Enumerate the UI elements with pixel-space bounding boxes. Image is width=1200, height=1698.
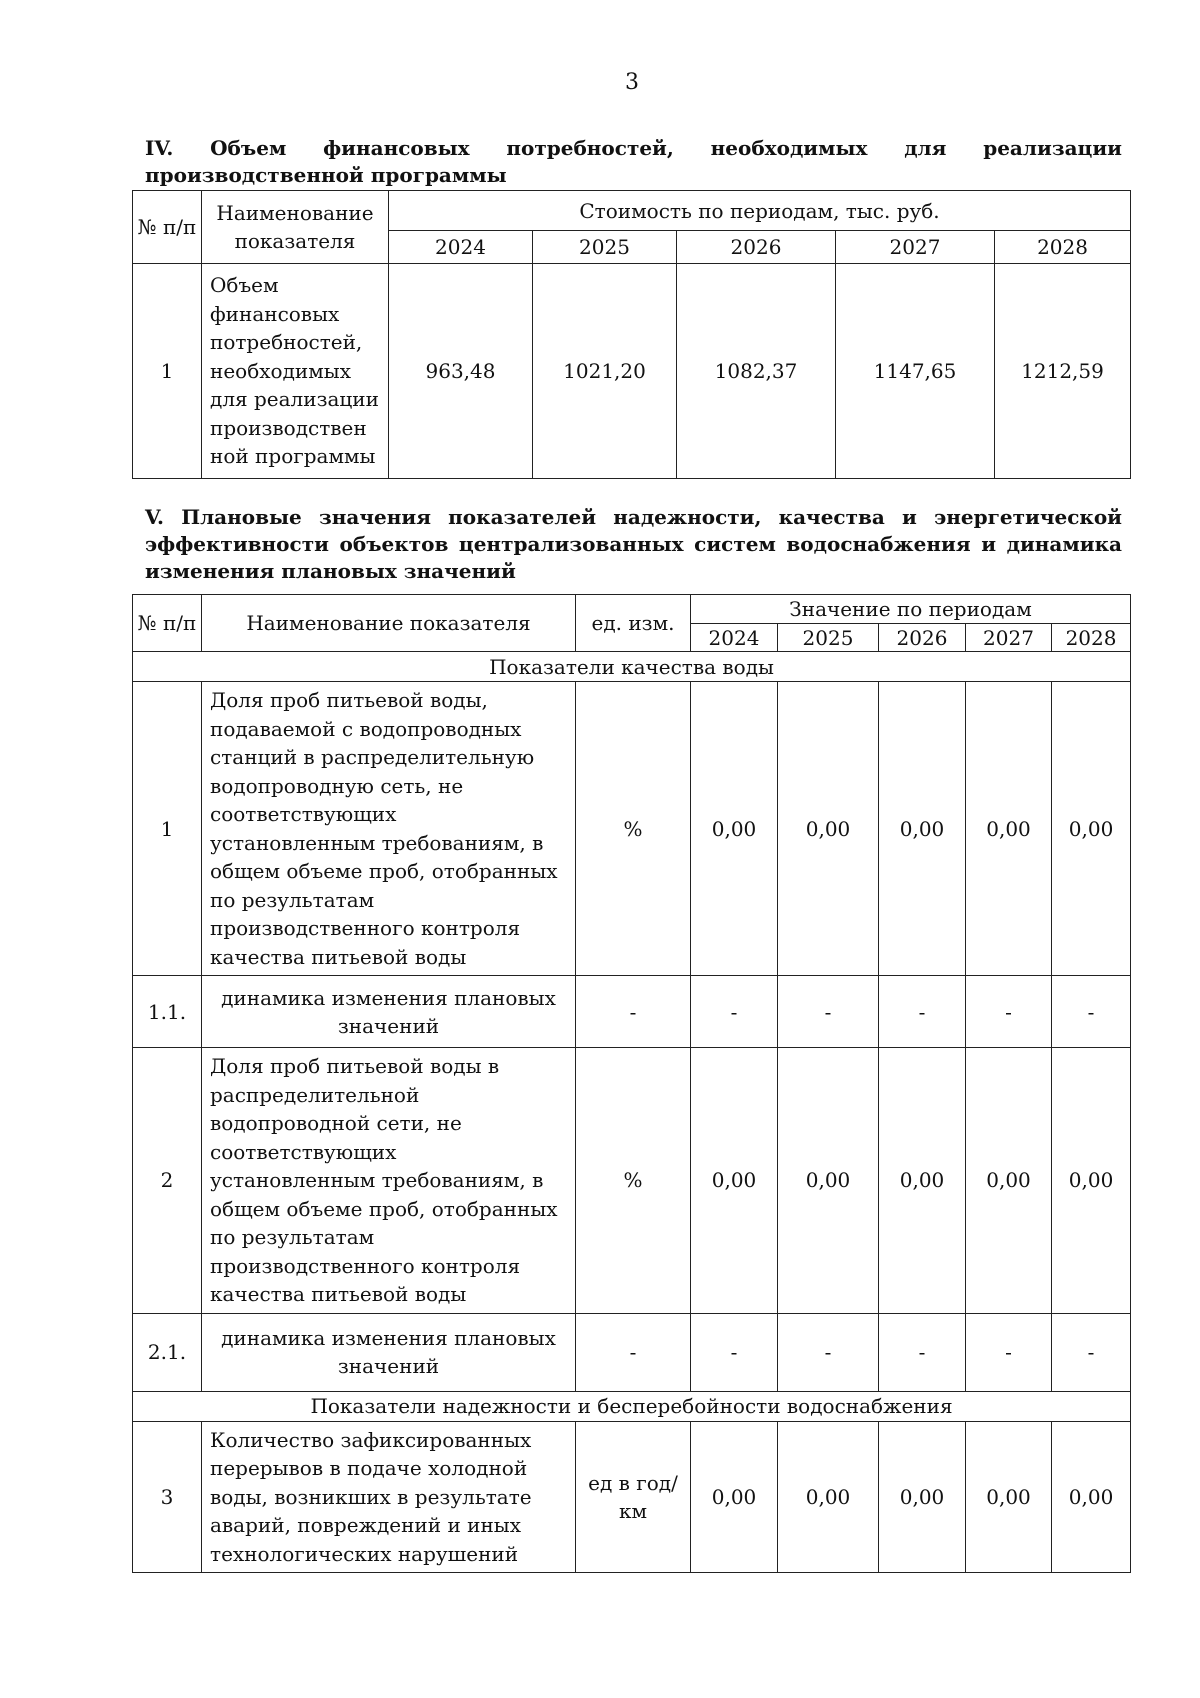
group-title-quality: Показатели качества воды bbox=[133, 652, 1131, 682]
row-num: 3 bbox=[133, 1421, 202, 1573]
row-value: - bbox=[778, 976, 879, 1048]
row-value: 0,00 bbox=[691, 682, 778, 976]
row-num: 1.1. bbox=[133, 976, 202, 1048]
row-value: 0,00 bbox=[1052, 682, 1131, 976]
group-row bbox=[133, 1391, 1131, 1421]
row-value: - bbox=[966, 1313, 1052, 1391]
section-5-title: V. Плановые значения показателей надежности, качества и энергетической эффективности объектов централизованных систем водоснабжения и динамика изменения плановых значений bbox=[145, 505, 1122, 583]
row-num: 2.1. bbox=[133, 1313, 202, 1391]
row-value: 0,00 bbox=[691, 1048, 778, 1314]
row-value: - bbox=[691, 1313, 778, 1391]
row-value: - bbox=[1052, 1313, 1131, 1391]
header-values: Значение по периодам bbox=[691, 595, 1131, 624]
row-value: - bbox=[966, 976, 1052, 1048]
row-num: 1 bbox=[133, 264, 202, 479]
header-year: 2028 bbox=[995, 231, 1131, 264]
table-row bbox=[133, 1313, 1131, 1391]
row-value: - bbox=[879, 1313, 966, 1391]
header-year: 2025 bbox=[533, 231, 677, 264]
row-num: 1 bbox=[133, 682, 202, 976]
row-value: - bbox=[691, 976, 778, 1048]
row-unit: % bbox=[576, 1048, 691, 1314]
row-value: 0,00 bbox=[966, 682, 1052, 976]
row-value: 0,00 bbox=[879, 682, 966, 976]
row-name: динамика изменения плановых значений bbox=[202, 1313, 576, 1391]
table-row bbox=[133, 264, 1131, 479]
header-year: 2028 bbox=[1052, 624, 1131, 652]
row-unit: ед в год/ км bbox=[576, 1421, 691, 1573]
row-value: 0,00 bbox=[778, 1048, 879, 1314]
row-unit: - bbox=[576, 1313, 691, 1391]
row-value: 0,00 bbox=[1052, 1048, 1131, 1314]
row-unit: - bbox=[576, 976, 691, 1048]
header-num: № п/п bbox=[133, 595, 202, 652]
row-name: динамика изменения плановых значений bbox=[202, 976, 576, 1048]
header-year: 2026 bbox=[879, 624, 966, 652]
header-num: № п/п bbox=[133, 191, 202, 264]
row-value: - bbox=[778, 1313, 879, 1391]
row-value: 1021,20 bbox=[533, 264, 677, 479]
indicators-table bbox=[132, 594, 1131, 1573]
financial-needs-table bbox=[132, 190, 1131, 479]
row-value: 0,00 bbox=[966, 1421, 1052, 1573]
table-row bbox=[133, 1048, 1131, 1314]
header-year: 2027 bbox=[966, 624, 1052, 652]
header-cost: Стоимость по периодам, тыс. руб. bbox=[389, 191, 1131, 231]
header-year: 2024 bbox=[389, 231, 533, 264]
row-name: Доля проб питьевой воды в распределительной водопроводной сети, не соответствующих установленным требованиям, в общем объеме проб, отобранных по результатам производственного контроля качества питьевой воды bbox=[202, 1048, 576, 1314]
group-row bbox=[133, 652, 1131, 682]
header-unit: ед. изм. bbox=[576, 595, 691, 652]
row-value: 0,00 bbox=[691, 1421, 778, 1573]
row-name: Количество зафиксированных перерывов в подаче холодной воды, возникших в результате аварий, повреждений и иных технологических нарушений bbox=[202, 1421, 576, 1573]
row-value: 0,00 bbox=[1052, 1421, 1131, 1573]
table-row bbox=[133, 682, 1131, 976]
page-number: 3 bbox=[625, 70, 639, 95]
group-title-reliability: Показатели надежности и бесперебойности водоснабжения bbox=[133, 1391, 1131, 1421]
header-name: Наименование показателя bbox=[202, 595, 576, 652]
row-name: Объем финансовых потребностей, необходимых для реализации производствен ной программы bbox=[202, 264, 389, 479]
row-value: - bbox=[879, 976, 966, 1048]
section-4-title: IV. Объем финансовых потребностей, необходимых для реализации производственной программы bbox=[145, 136, 1122, 187]
row-value: - bbox=[1052, 976, 1131, 1048]
row-value: 0,00 bbox=[879, 1421, 966, 1573]
row-value: 1082,37 bbox=[677, 264, 836, 479]
row-name: Доля проб питьевой воды, подаваемой с водопроводных станций в распределительную водопроводную сеть, не соответствующих установленным требованиям, в общем объеме проб, отобранных по результатам производственного контроля качества питьевой воды bbox=[202, 682, 576, 976]
row-value: 1147,65 bbox=[836, 264, 995, 479]
row-unit: % bbox=[576, 682, 691, 976]
table-row bbox=[133, 976, 1131, 1048]
header-year: 2026 bbox=[677, 231, 836, 264]
row-value: 963,48 bbox=[389, 264, 533, 479]
row-num: 2 bbox=[133, 1048, 202, 1314]
row-value: 1212,59 bbox=[995, 264, 1131, 479]
header-year: 2025 bbox=[778, 624, 879, 652]
header-name: Наименование показателя bbox=[202, 191, 389, 264]
row-value: 0,00 bbox=[879, 1048, 966, 1314]
header-year: 2027 bbox=[836, 231, 995, 264]
row-value: 0,00 bbox=[778, 682, 879, 976]
row-value: 0,00 bbox=[966, 1048, 1052, 1314]
header-year: 2024 bbox=[691, 624, 778, 652]
table-row bbox=[133, 1421, 1131, 1573]
row-value: 0,00 bbox=[778, 1421, 879, 1573]
